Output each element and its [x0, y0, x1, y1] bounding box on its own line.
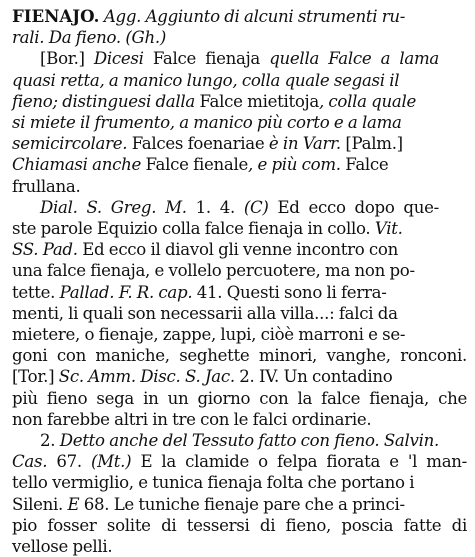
text-segment: Falce fienale: [145, 155, 249, 175]
text-segment: Chiamasi anche: [12, 155, 146, 175]
text-segment: 2.: [239, 367, 259, 387]
text-segment: E la clamide o felpa fiorata e 'l man-: [140, 452, 467, 472]
text-segment: Dicesi: [93, 49, 153, 69]
text-line: [12, 218, 467, 239]
text-line: [12, 366, 467, 387]
text-segment: Sileni.: [12, 494, 68, 514]
text-segment: Ed ecco il diavol gli venne incontro con: [82, 240, 399, 260]
text-line: [12, 472, 467, 493]
text-segment: quella Falce a lama: [269, 49, 440, 69]
text-segment: 2.: [40, 431, 60, 451]
text-segment: Ed ecco dopo que-: [277, 197, 439, 217]
text-line: [12, 239, 467, 260]
text-line: [12, 494, 467, 515]
text-segment: [Bor.]: [40, 49, 94, 69]
text-segment: tette.: [12, 282, 60, 302]
text-segment: quasi retta, a manico lungo, colla quale segasi il: [12, 70, 400, 90]
text-segment: 67.: [56, 452, 91, 472]
text-segment: [Palm.]: [345, 134, 403, 154]
text-segment: , colla quale: [318, 91, 417, 111]
text-segment: Sc. Amm. Disc. S. Jac.: [58, 367, 240, 387]
text-line: [12, 197, 467, 218]
text-segment: tello vermiglio, e tunica fienaja folta che portano i: [12, 473, 415, 493]
text-segment: IV. Un contadino: [259, 367, 393, 387]
text-segment: Agg. Aggiunto di alcuni strumenti ru-: [99, 7, 406, 26]
text-segment: non farebbe altri in tre con le falci ordinarie.: [12, 409, 372, 429]
text-line: [12, 133, 467, 154]
text-line: [12, 91, 467, 112]
text-line: [12, 70, 467, 91]
text-segment: Falce: [345, 155, 389, 175]
text-line: [12, 27, 467, 48]
text-segment: 1. 4.: [195, 197, 244, 217]
text-segment: menti, li quali son necessarii alla villa...: falci da: [12, 303, 398, 323]
text-line: [12, 430, 467, 451]
text-segment: SS. Pad.: [12, 240, 83, 260]
text-segment: pio fosser solite di tessersi di fieno, poscia fatte di: [12, 515, 467, 535]
text-segment: semicircolare.: [12, 134, 132, 154]
text-line: [12, 515, 467, 536]
text-line: [12, 324, 467, 345]
text-line: [12, 451, 467, 472]
text-line: [12, 260, 467, 281]
text-segment: mietere, o fienaje, zappe, lupi, ciòè marroni e se-: [12, 325, 406, 345]
text-segment: Falces foenariae: [131, 134, 269, 154]
text-line: [12, 345, 467, 366]
text-segment: goni con maniche, seghette minori, vanghe, ronconi.: [12, 346, 467, 366]
text-segment: Falce fienaja: [152, 49, 270, 69]
text-segment: Detto anche del Tessuto fatto con fieno. Salvin.: [59, 431, 439, 451]
text-segment: più fieno sega in un giorno con la falce fienaja, che: [12, 388, 467, 408]
text-line: [12, 282, 467, 303]
text-segment: [Tor.]: [12, 367, 59, 387]
text-segment: Vit.: [374, 219, 403, 239]
text-segment: E: [67, 494, 84, 514]
text-line: [12, 6, 467, 27]
text-segment: ste parole Equizio colla falce fienaja in collo.: [12, 219, 375, 239]
text-segment: una falce fienaja, e vollelo percuotere, ma non po-: [12, 261, 415, 281]
text-line: [12, 409, 467, 430]
text-line: [12, 388, 467, 409]
text-segment: (Mt.): [90, 452, 141, 472]
text-segment: Falce mietitoja: [199, 91, 319, 111]
text-segment: è in Varr.: [268, 134, 346, 154]
text-segment: 41. Questi sono li ferra-: [196, 282, 387, 302]
text-line: [12, 154, 467, 175]
text-segment: frullana.: [12, 176, 81, 196]
text-line: [12, 48, 467, 69]
text-segment: si miete il frumento, a manico più corto e a lama: [12, 113, 402, 133]
text-segment: Cas.: [12, 452, 57, 472]
text-segment: Pallad. F. R. cap.: [59, 282, 197, 302]
headword: FIENAJO.: [12, 6, 100, 26]
text-line: [12, 112, 467, 133]
text-segment: rali. Da fieno. (Gh.): [12, 28, 167, 48]
text-segment: , e più com.: [248, 155, 346, 175]
text-segment: vellose pelli.: [12, 537, 113, 557]
text-line: [12, 303, 467, 324]
text-segment: 68. Le tuniche fienaje pare che a princi-: [83, 494, 405, 514]
text-line: [12, 176, 467, 197]
text-segment: (C): [243, 197, 278, 217]
text-segment: Dial. S. Greg. M.: [40, 197, 196, 217]
text-segment: fieno; distinguesi dalla: [12, 91, 200, 111]
